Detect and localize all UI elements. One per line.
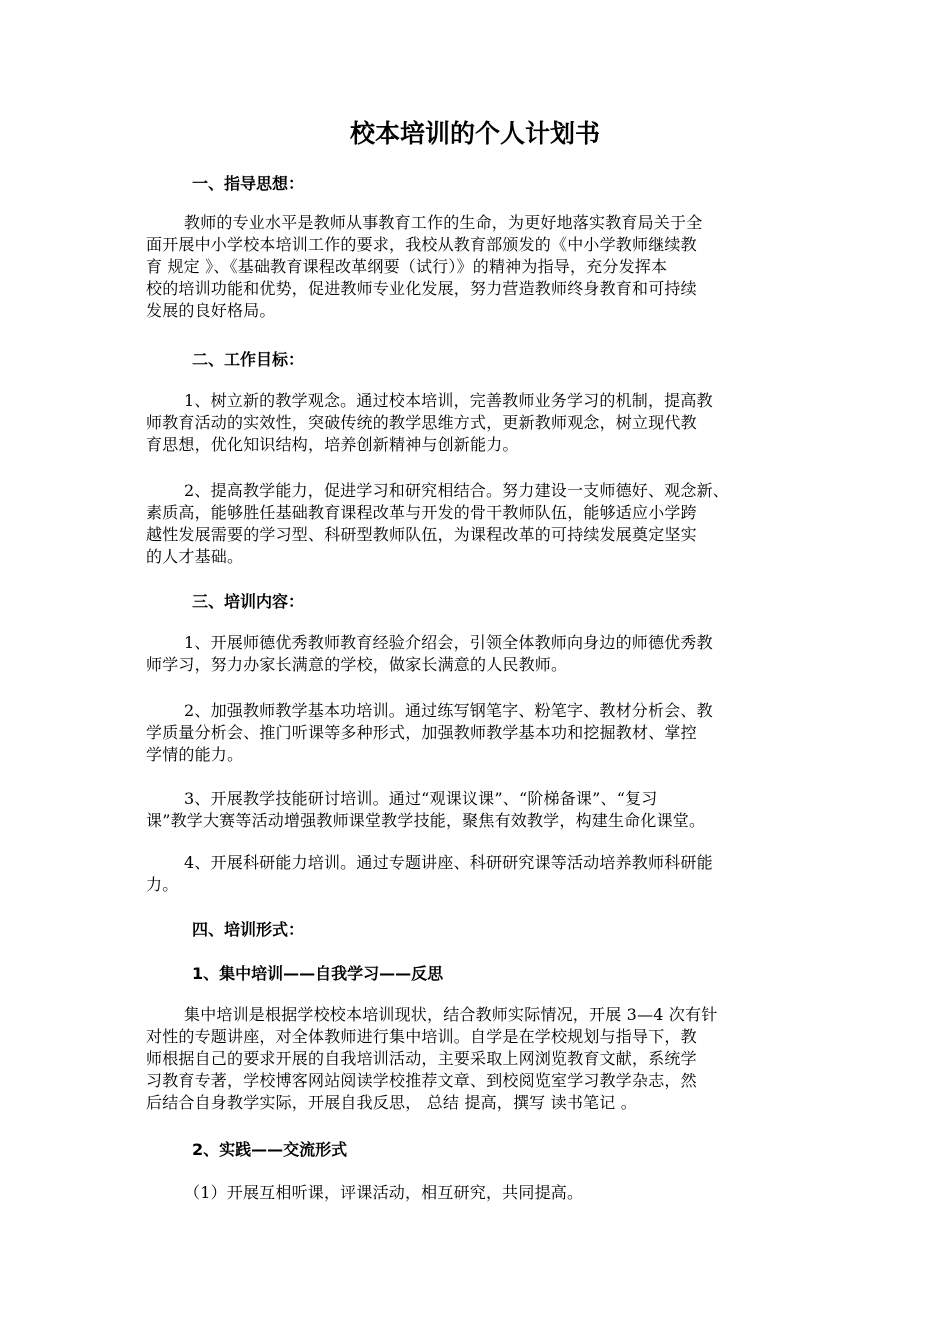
paragraph-line: 师根据自己的要求开展的自我培训活动，主要采取上网浏览教育文献，系统学 (146, 1049, 697, 1068)
paragraph (146, 390, 818, 456)
section-heading-training-content: 三、培训内容： (192, 592, 305, 611)
paragraph-line: 面开展中小学校本培训工作的要求，我校从教育部颁发的《中小学教师继续教 (146, 235, 697, 254)
paragraph-line: 素质高，能够胜任基础教育课程改革与开发的骨干教师队伍，能够适应小学跨 (146, 503, 697, 522)
paragraph-line: 师学习，努力办家长满意的学校，做家长满意的人民教师。 (146, 655, 568, 674)
paragraph (146, 852, 818, 896)
section-heading-work-goals: 二、工作目标： (192, 350, 305, 369)
paragraph-line: 1、开展师德优秀教师教育经验介绍会，引领全体教师向身边的师德优秀教 (184, 633, 713, 652)
paragraph (146, 1182, 818, 1204)
paragraph (146, 480, 818, 568)
paragraph-line: 对性的专题讲座，对全体教师进行集中培训。自学是在学校规划与指导下，教 (146, 1027, 697, 1046)
paragraph-line: 教师的专业水平是教师从事教育工作的生命，为更好地落实教育局关于全 (184, 213, 703, 232)
paragraph-line: 的人才基础。 (146, 547, 244, 566)
paragraph-line: （1）开展互相听课，评课活动，相互研究，共同提高。 (184, 1183, 584, 1202)
paragraph (146, 700, 818, 766)
paragraph-line: 2、提高教学能力，促进学习和研究相结合。努力建设一支师德好、观念新、 (184, 481, 729, 500)
paragraph-line: 力。 (146, 875, 179, 894)
paragraph (146, 212, 818, 322)
paragraph-line: 校的培训功能和优势，促进教师专业化发展，努力营造教师终身教育和可持续 (146, 279, 697, 298)
document-title: 校本培训的个人计划书 (349, 119, 600, 148)
paragraph-line: 后结合自身教学实际，开展自我反思， 总结 提高，撰写 读书笔记 。 (146, 1093, 637, 1112)
paragraph-line: 育思想，优化知识结构，培养创新精神与创新能力。 (146, 435, 519, 454)
paragraph-line: 课”教学大赛等活动增强教师课堂教学技能，聚焦有效教学，构建生命化课堂。 (146, 811, 706, 830)
subsection-heading-centralized-training: 1、集中培训——自我学习——反思 (192, 964, 444, 983)
paragraph-line: 发展的良好格局。 (146, 301, 276, 320)
subsection-heading-practice-exchange: 2、实践——交流形式 (192, 1140, 348, 1159)
paragraph-line: 4、开展科研能力培训。通过专题讲座、科研研究课等活动培养教师科研能 (184, 853, 713, 872)
section-heading-guiding-ideology: 一、指导思想： (192, 174, 305, 193)
paragraph-line: 1、树立新的教学观念。通过校本培训，完善教师业务学习的机制，提高教 (184, 391, 713, 410)
paragraph-line: 师教育活动的实效性，突破传统的教学思维方式，更新教师观念，树立现代教 (146, 413, 697, 432)
paragraph (146, 632, 818, 676)
paragraph-line: 集中培训是根据学校校本培训现状，结合教师实际情况，开展 3—4 次有针 (184, 1005, 718, 1024)
paragraph-line: 育 规定 》、《基础教育课程改革纲要（试行）》的精神为指导，充分发挥本 (146, 257, 668, 276)
paragraph-line: 3、开展教学技能研讨培训。通过“观课议课”、“阶梯备课”、“复习 (184, 789, 658, 808)
paragraph-line: 2、加强教师教学基本功培训。通过练写钢笔字、粉笔字、教材分析会、教 (184, 701, 713, 720)
paragraph (146, 788, 818, 832)
paragraph-line: 越性发展需要的学习型、科研型教师队伍，为课程改革的可持续发展奠定坚实 (146, 525, 697, 544)
paragraph-line: 学情的能力。 (146, 745, 244, 764)
paragraph (146, 1004, 818, 1114)
paragraph-line: 学质量分析会、推门听课等多种形式，加强教师教学基本功和挖掘教材、掌控 (146, 723, 697, 742)
section-heading-training-forms: 四、培训形式： (192, 920, 305, 939)
paragraph-line: 习教育专著，学校博客网站阅读学校推荐文章、到校阅览室学习教学杂志，然 (146, 1071, 697, 1090)
